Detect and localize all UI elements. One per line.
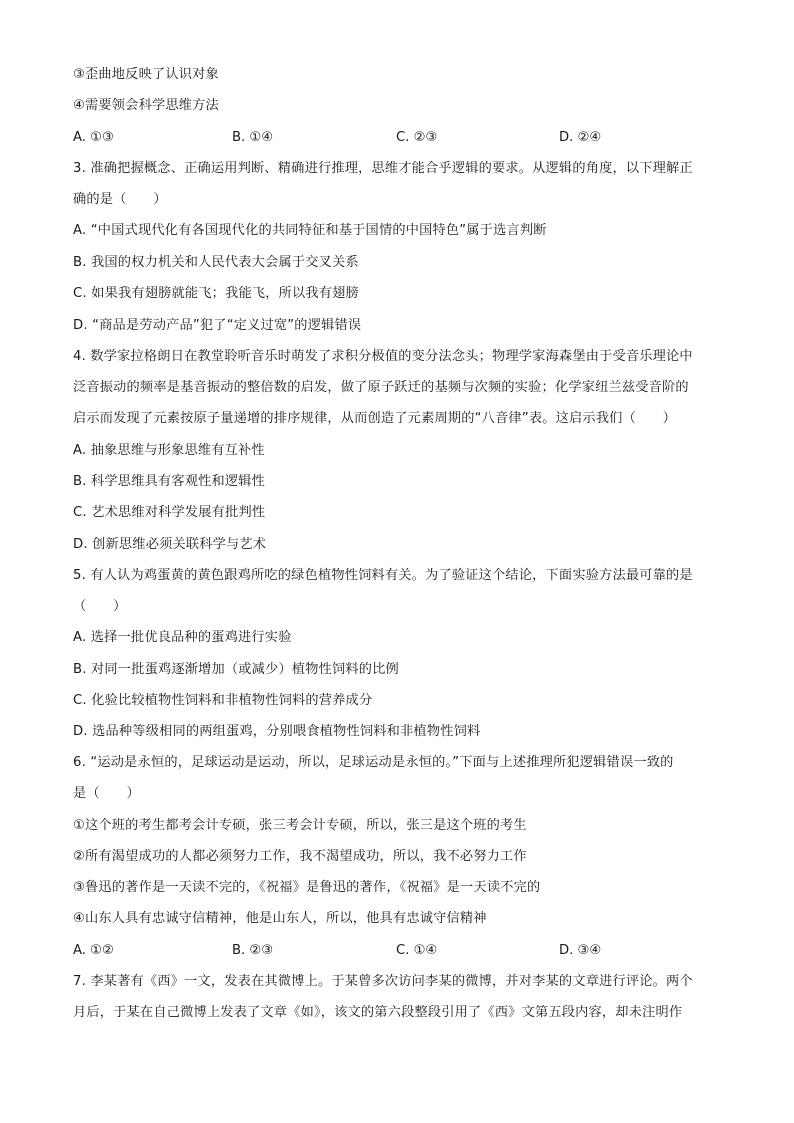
q7-stem-line1: 7. 李某著有《西》一文，发表在其微博上。于某曾多次访问李某的微博，并对李某的文章进行评论。两个 (73, 974, 693, 989)
q6-option-b: B. ②③ (232, 943, 274, 958)
q3-stem-line1: 3. 准确把握概念、正确运用判断、精确进行推理，思维才能合乎逻辑的要求。从逻辑的角度，以下理解正 (73, 161, 693, 176)
q3-option-b: B. 我国的权力机关和人民代表大会属于交叉关系 (73, 255, 359, 270)
q5-stem-line2: （ ） (73, 599, 127, 614)
q5-option-c: C. 化验比较植物性饲料和非植物性饲料的营养成分 (73, 693, 373, 708)
q3-stem-line2: 确的是（ ） (73, 192, 167, 207)
q6-statement-4: ④山东人具有忠诚守信精神，他是山东人，所以，他具有忠诚守信精神 (73, 911, 487, 926)
q2-option-b: B. ①④ (232, 130, 274, 145)
q2-option-d: D. ②④ (559, 130, 602, 145)
q4-option-d: D. 创新思维必须关联科学与艺术 (73, 537, 267, 552)
q4-option-a: A. 抽象思维与形象思维有互补性 (73, 443, 265, 458)
q4-stem-line3: 启示而发现了元素按原子量递增的排序规律，从而创造了元素周期的“八音律”表。这启示我们（ ） (73, 411, 677, 426)
q3-option-a: A. “中国式现代化有各国现代化的共同特征和基于国情的中国特色”属于选言判断 (73, 223, 547, 238)
q6-option-a: A. ①② (73, 943, 114, 958)
q6-stem-line1: 6. “运动是永恒的，足球运动是运动，所以，足球运动是永恒的。”下面与上述推理所犯逻辑错误一致的 (73, 755, 674, 770)
q2-statement-4: ④需要领会科学思维方法 (73, 98, 219, 113)
q2-option-c: C. ②③ (396, 130, 438, 145)
q3-option-c: C. 如果我有翅膀就能飞；我能飞，所以我有翅膀 (73, 286, 359, 301)
q5-option-d: D. 选品种等级相同的两组蛋鸡，分别喂食植物性饲料和非植物性饲料 (73, 724, 481, 739)
q6-stem-line2: 是（ ） (73, 786, 140, 801)
q5-option-a: A. 选择一批优良品种的蛋鸡进行实验 (73, 630, 292, 645)
q6-option-c: C. ①④ (396, 943, 438, 958)
q4-stem-line2: 泛音振动的频率是基音振动的整倍数的启发，做了原子跃迁的基频与次频的实验；化学家纽兰兹受音阶的 (73, 380, 689, 395)
q6-statement-3: ③鲁迅的著作是一天读不完的，《祝福》是鲁迅的著作，《祝福》是一天读不完的 (73, 880, 541, 895)
q7-stem-line2: 月后，于某在自己微博上发表了文章《如》，该文的第六段整段引用了《西》文第五段内容，却未注明作 (73, 1005, 683, 1020)
q6-option-d: D. ③④ (559, 943, 602, 958)
q6-statement-2: ②所有渴望成功的人都必须努力工作，我不渴望成功，所以，我不必努力工作 (73, 849, 527, 864)
q4-option-b: B. 科学思维具有客观性和逻辑性 (73, 474, 266, 489)
q6-statement-1: ①这个班的考生都考会计专硕，张三考会计专硕，所以，张三是这个班的考生 (73, 818, 527, 833)
q5-option-b: B. 对同一批蛋鸡逐渐增加（或减少）植物性饲料的比例 (73, 662, 399, 677)
q4-stem-line1: 4. 数学家拉格朗日在教堂聆听音乐时萌发了求积分极值的变分法念头；物理学家海森堡由于受音乐理论中 (73, 349, 693, 364)
q2-statement-3: ③歪曲地反映了认识对象 (73, 67, 219, 82)
q4-option-c: C. 艺术思维对科学发展有批判性 (73, 505, 266, 520)
q2-option-a: A. ①③ (73, 130, 114, 145)
q5-stem-line1: 5. 有人认为鸡蛋黄的黄色跟鸡所吃的绿色植物性饲料有关。为了验证这个结论，下面实验方法最可靠的是 (73, 568, 693, 583)
q3-option-d: D. “商品是劳动产品”犯了“定义过宽”的逻辑错误 (73, 318, 362, 333)
